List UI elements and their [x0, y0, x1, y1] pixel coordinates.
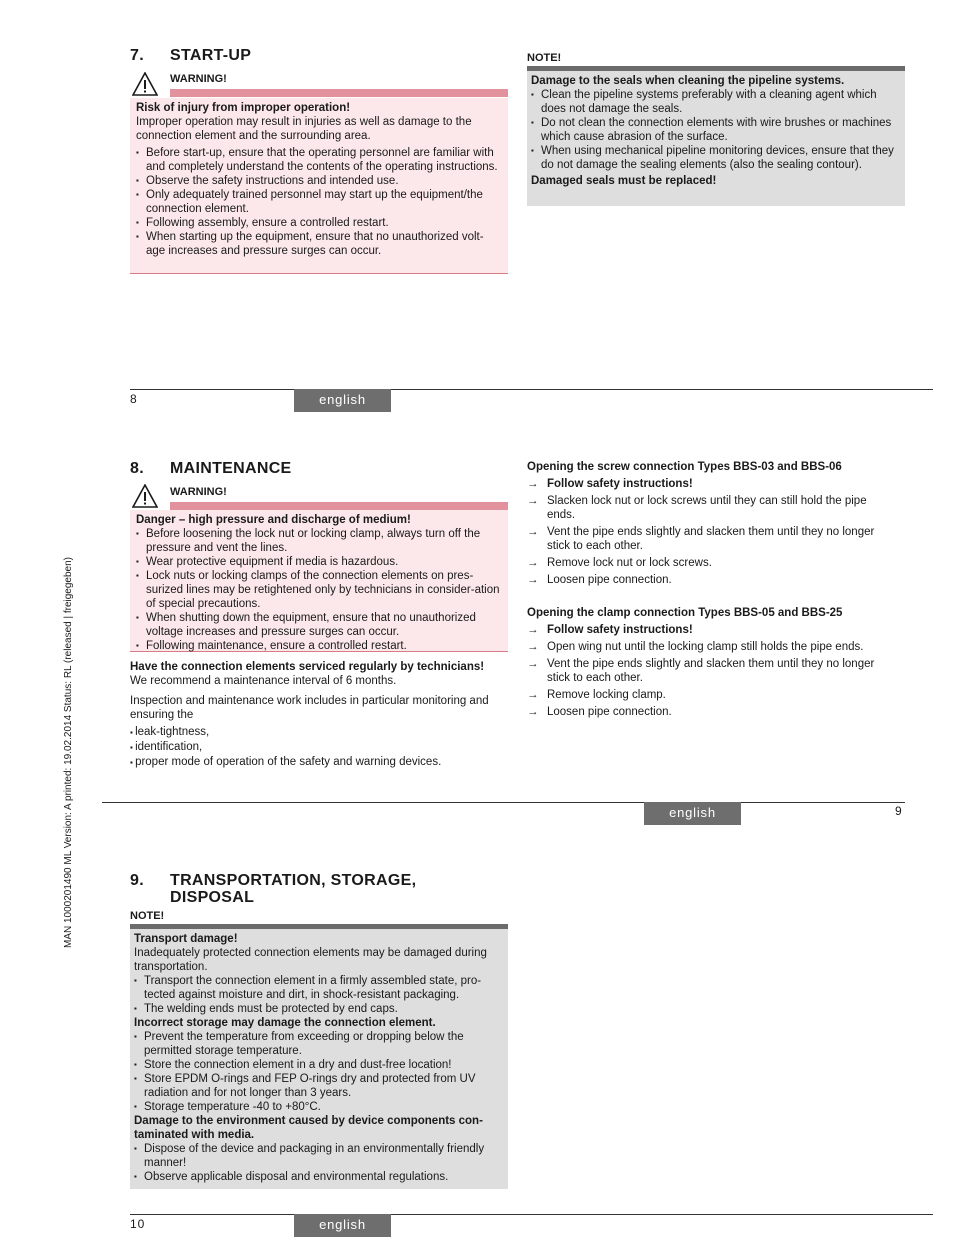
maintenance-text [130, 660, 510, 770]
page-9-language-tab: english [644, 802, 741, 825]
warning-heading: Danger – high pressure and discharge of medium! [136, 514, 411, 526]
clamp-steps [527, 623, 897, 719]
section-8-number: 8. [130, 460, 144, 477]
list-item: → Loosen pipe connection. [527, 705, 897, 719]
list-item: ▪ Before start-up, ensure that the operating personnel are familiar with and completely understand the contents of the operating instructions. [136, 146, 502, 174]
section-9-heading-line2: DISPOSAL [170, 889, 255, 906]
transport-list [134, 974, 504, 1016]
transport-heading: Transport damage! [134, 933, 238, 945]
page-8-language-tab: english [294, 389, 391, 412]
clamp-heading: Opening the clamp connection Types BBS-05 and BBS-25 [527, 607, 843, 619]
section-9-number: 9. [130, 872, 144, 889]
warning-box [130, 510, 508, 652]
section-7-title [130, 47, 251, 64]
page-10-footer-rule [130, 1214, 933, 1215]
warning-triangle-icon [132, 484, 158, 508]
environment-heading: Damage to the environment caused by device components con-taminated with media. [134, 1115, 483, 1141]
document-sidebar-meta: MAN 1000201490 ML Version: A printed: 19.02.2014 Status: RL (released | freigegeben) [63, 556, 74, 948]
note-box [527, 71, 905, 206]
warning-block-maintenance [130, 484, 508, 652]
storage-heading: Incorrect storage may damage the connection element. [134, 1017, 436, 1029]
list-item: ▪ When starting up the equipment, ensure that no unauthorized volt-age increases and pressure surges can occur. [136, 230, 502, 258]
list-item: ▪ Observe the safety instructions and intended use. [136, 174, 502, 188]
list-item: → Follow safety instructions! [527, 477, 897, 491]
environment-list [134, 1142, 504, 1184]
list-item: → Slacken lock nut or lock screws until they can still hold the pipe ends. [527, 494, 897, 522]
screw-heading: Opening the screw connection Types BBS-03 and BBS-06 [527, 461, 842, 473]
list-item: ▪ Storage temperature -40 to +80°C. [134, 1100, 504, 1114]
list-item: ▪ Transport the connection element in a firmly assembled state, pro-tected against moisture and dirt, in shock-resistant packaging. [134, 974, 504, 1002]
list-item: ▪ Following assembly, ensure a controlled restart. [136, 216, 502, 230]
section-7-heading: START-UP [170, 47, 252, 64]
section-9-title [130, 872, 416, 906]
service-heading: Have the connection elements serviced regularly by technicians! [130, 661, 485, 673]
page-9-number: 9 [895, 804, 903, 818]
inspection-list [130, 725, 510, 770]
warning-list [136, 146, 502, 258]
list-item: ▪ Prevent the temperature from exceeding or dropping below the permitted storage temperature. [134, 1030, 504, 1058]
list-item: ▪ Following maintenance, ensure a controlled restart. [136, 639, 502, 653]
warning-list [136, 527, 502, 653]
list-item: ▪ Observe applicable disposal and environmental regulations. [134, 1170, 504, 1184]
list-item: ▪ When shutting down the equipment, ensure that no unauthorized voltage increases and pressure surges can occur. [136, 611, 502, 639]
note-footer: Damaged seals must be replaced! [531, 175, 717, 187]
clamp-connection-procedure [527, 606, 897, 722]
list-item: → Remove lock nut or lock screws. [527, 556, 897, 570]
transport-intro: Inadequately protected connection elements may be damaged during transportation. [134, 947, 487, 973]
list-item: ▪ The welding ends must be protected by end caps. [134, 1002, 504, 1016]
note-box [130, 929, 508, 1189]
inspection-text: Inspection and maintenance work includes in particular monitoring and ensuring the [130, 695, 489, 721]
warning-bar [170, 502, 508, 510]
screw-connection-procedure [527, 460, 897, 590]
list-item: ▪ Wear protective equipment if media is hazardous. [136, 555, 502, 569]
list-item: ▪ Before loosening the lock nut or locking clamp, always turn off the pressure and vent the lines. [136, 527, 502, 555]
list-item: → Vent the pipe ends slightly and slacken them until they no longer stick to each other. [527, 657, 897, 685]
page-9-footer-rule [102, 802, 905, 803]
section-9-heading-line1: TRANSPORTATION, STORAGE, [170, 872, 417, 889]
warning-heading: Risk of injury from improper operation! [136, 102, 351, 114]
list-item: → Follow safety instructions! [527, 623, 897, 637]
list-item: ▪ Store the connection element in a dry and dust-free location! [134, 1058, 504, 1072]
page-8-footer-rule [130, 389, 933, 390]
list-item: ▪ Dispose of the device and packaging in an environmentally friendly manner! [134, 1142, 504, 1170]
list-item: ▪ Lock nuts or locking clamps of the connection elements on pres-surized lines may be retightened only by technicians in consider-ation of special precautions. [136, 569, 502, 611]
list-item: ▪ Store EPDM O-rings and FEP O-rings dry and protected from UV radiation and for not longer than 3 years. [134, 1072, 504, 1100]
list-item: ▪ proper mode of operation of the safety and warning devices. [130, 755, 510, 770]
screw-steps [527, 477, 897, 587]
note-list [531, 88, 901, 172]
list-item: ▪ Clean the pipeline systems preferably with a cleaning agent which does not damage the seals. [531, 88, 901, 116]
note-block-transport [130, 909, 508, 1189]
section-8-title [130, 460, 292, 477]
note-label: NOTE! [130, 910, 165, 922]
warning-label: WARNING! [170, 486, 227, 498]
list-item: ▪ Only adequately trained personnel may start up the equipment/the connection element. [136, 188, 502, 216]
storage-list [134, 1030, 504, 1114]
warning-bar [170, 89, 508, 97]
list-item: → Loosen pipe connection. [527, 573, 897, 587]
warning-box [130, 98, 508, 274]
warning-label: WARNING! [170, 73, 227, 85]
note-label: NOTE! [527, 52, 562, 64]
page-10-language-tab: english [294, 1214, 391, 1237]
warning-triangle-icon [132, 72, 158, 96]
section-7-number: 7. [130, 47, 144, 64]
list-item: → Remove locking clamp. [527, 688, 897, 702]
warning-intro: Improper operation may result in injuries as well as damage to the connection element and the surrounding area. [136, 116, 472, 142]
page-8-number: 8 [130, 392, 138, 406]
section-8-heading: MAINTENANCE [170, 460, 292, 477]
list-item: ▪ identification, [130, 740, 510, 755]
list-item: ▪ When using mechanical pipeline monitoring devices, ensure that they do not damage the sealing elements (also the sealing contour). [531, 144, 901, 172]
page-10-number: 10 [130, 1217, 146, 1231]
list-item: ▪ leak-tightness, [130, 725, 510, 740]
service-text: We recommend a maintenance interval of 6 months. [130, 675, 397, 687]
warning-block-startup [130, 72, 508, 274]
note-block-seals [527, 51, 905, 206]
list-item: ▪ Do not clean the connection elements with wire brushes or machines which cause abrasion of the surface. [531, 116, 901, 144]
note-heading: Damage to the seals when cleaning the pipeline systems. [531, 75, 845, 87]
list-item: → Open wing nut until the locking clamp still holds the pipe ends. [527, 640, 897, 654]
list-item: → Vent the pipe ends slightly and slacken them until they no longer stick to each other. [527, 525, 897, 553]
